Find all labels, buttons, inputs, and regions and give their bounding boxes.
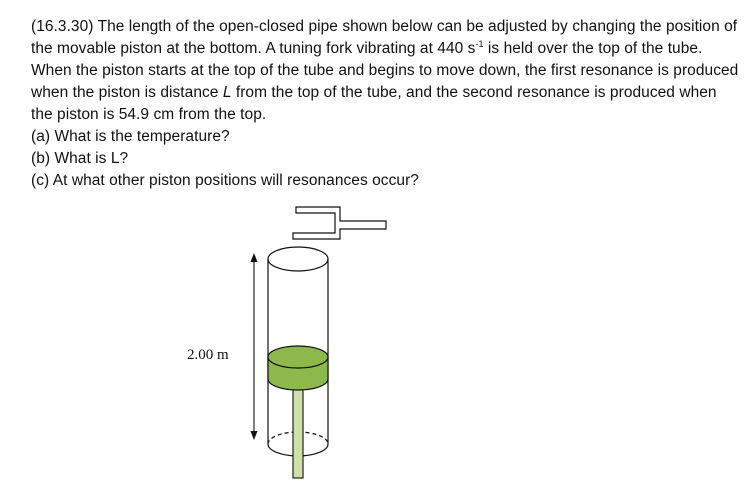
exponent: -1 — [475, 39, 484, 49]
question-b: (b) What is L? — [31, 150, 129, 167]
piston — [268, 346, 328, 390]
length-arrow — [251, 253, 258, 440]
tuning-fork — [293, 207, 386, 239]
statement-part3: from the top of the tube, and the second resonance is produced when the piston is 54.9 cm from the top. — [31, 84, 717, 123]
question-a: (a) What is the temperature? — [31, 128, 230, 145]
length-label: 2.00 m — [187, 347, 229, 363]
piston-rod — [293, 384, 303, 478]
question-c: (c) At what other piston positions will resonances occur? — [31, 172, 419, 189]
variable-L: L — [222, 84, 232, 101]
statement-part2: is held over the top of the tube. When the piston starts at the top of the tube and begins to move down, the first resonance is produced when the piston is distance — [31, 40, 739, 101]
statement-part1: (16.3.30) The length of the open-closed pipe shown below can be adjusted by changing the position of the movable piston at the bottom. A tuning fork vibrating at 440 s — [31, 18, 738, 57]
